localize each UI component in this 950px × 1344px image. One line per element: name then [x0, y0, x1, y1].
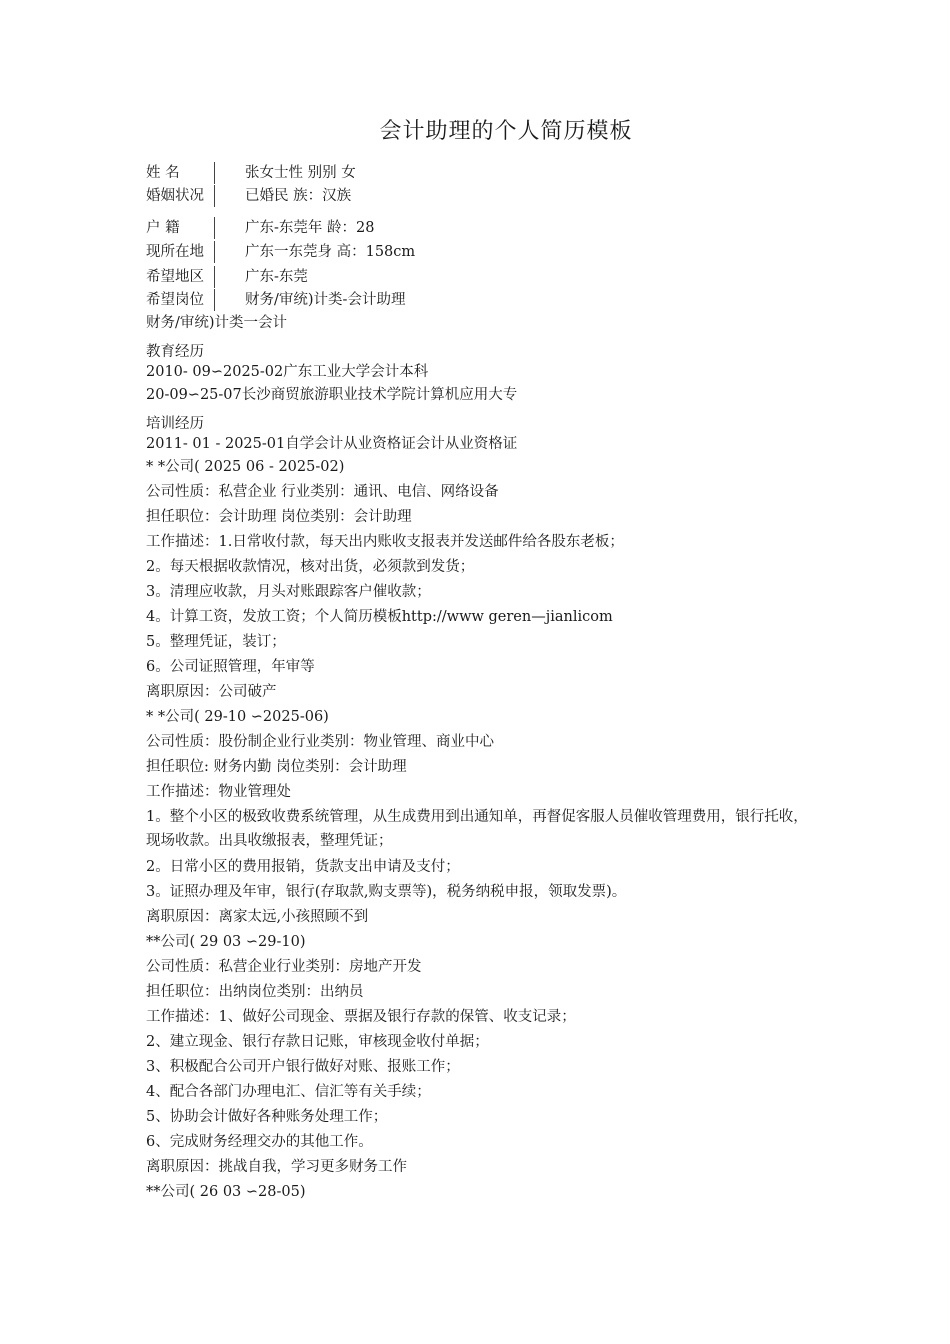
- info-label: 婚姻状况: [146, 188, 204, 204]
- info-row-marital: [146, 185, 351, 207]
- leave-reason: 离职原因：离家太远,小孩照顾不到: [146, 909, 369, 925]
- info-row-hukou: [146, 217, 374, 239]
- duty-item: 2、建立现金、银行存款日记账，审核现金收付单据；: [146, 1034, 489, 1050]
- duty-item: 3、积极配合公司开户银行做好对账、报账工作；: [146, 1059, 460, 1075]
- education-item: 20-09∽25-07长沙商贸旅游职业技术学院计算机应用大专: [146, 387, 518, 403]
- info-divider: [214, 289, 215, 311]
- company-heading: * *公司( 29-10 ∽2025-06): [146, 709, 329, 725]
- duty-item: 6、完成财务经理交办的其他工作。: [146, 1134, 373, 1150]
- duty-item: 3。清理应收款，月头对账跟踪客户催收款；: [146, 584, 431, 600]
- duty-item: 4。计算工资，发放工资；个人简历模板http://www geren—jianlicom: [146, 609, 613, 625]
- company-detail: 担任职位：出纳岗位类别：出纳员: [146, 984, 364, 1000]
- page-title: 会计助理的个人简历模板: [379, 119, 633, 144]
- job-category-line: 财务/审统)计类一会计: [146, 315, 288, 331]
- info-row-location: [146, 241, 415, 263]
- training-item: 2011- 01 - 2025-01自学会计从业资格证会计从业资格证: [146, 436, 518, 452]
- info-value: 财务/审统)计类-会计助理: [245, 292, 406, 308]
- info-label: 姓 名: [146, 165, 180, 181]
- info-label: 现所在地: [146, 244, 204, 260]
- info-value: 广东-东莞: [245, 269, 308, 285]
- info-row-desired-position: [146, 289, 405, 311]
- info-label: 户 籍: [146, 220, 180, 236]
- info-value: 广东-东莞年 龄：28: [245, 220, 375, 236]
- info-divider: [214, 162, 215, 184]
- info-divider: [214, 241, 215, 263]
- info-label: 希望岗位: [146, 292, 204, 308]
- info-divider: [214, 185, 215, 207]
- company-detail: 担任职位: 财务内勤 岗位类别：会计助理: [146, 759, 407, 775]
- leave-reason: 离职原因：公司破产: [146, 684, 277, 700]
- section-heading-training: 培训经历: [146, 416, 204, 432]
- info-row-desired-region: [146, 266, 308, 288]
- company-detail: 公司性质：股份制企业行业类别：物业管理、商业中心: [146, 734, 494, 750]
- duty-item: 1。整个小区的极致收费系统管理，从生成费用到出通知单，再督促客服人员催收管理费用，银行托收，现场收款。出具收缴报表，整理凭证；: [146, 809, 808, 849]
- duty-item: 6。公司证照管理，年审等: [146, 659, 315, 675]
- duty-item: 2。每天根据收款情况，核对出货，必须款到发货；: [146, 559, 475, 575]
- company-heading: **公司( 26 03 ∽28-05): [146, 1184, 306, 1200]
- company-detail: 工作描述：物业管理处: [146, 784, 291, 800]
- info-value: 张女士性 别别 女: [245, 165, 356, 181]
- duty-item: 5。整理凭证，装订；: [146, 634, 286, 650]
- duty-item: 5、协助会计做好各种账务处理工作；: [146, 1109, 388, 1125]
- duty-item: 4、配合各部门办理电汇、信汇等有关手续；: [146, 1084, 431, 1100]
- info-row-name: [146, 162, 356, 184]
- company-detail: 工作描述：1.日常收付款，每天出内账收支报表并发送邮件给各股东老板；: [146, 534, 624, 550]
- info-divider: [214, 217, 215, 239]
- company-heading: * *公司( 2025 06 - 2025-02): [146, 459, 345, 475]
- company-heading: **公司( 29 03 ∽29-10): [146, 934, 306, 950]
- company-detail: 担任职位：会计助理 岗位类别：会计助理: [146, 509, 412, 525]
- company-detail: 公司性质：私营企业 行业类别：通讯、电信、网络设备: [146, 484, 499, 500]
- info-value: 广东一东莞身 高：158cm: [245, 244, 416, 260]
- info-label: 希望地区: [146, 269, 204, 285]
- company-detail: 工作描述：1、做好公司现金、票据及银行存款的保管、收支记录；: [146, 1009, 576, 1025]
- info-divider: [214, 266, 215, 288]
- duty-item: 3。证照办理及年审，银行(存取款,购支票等)，税务纳税申报，领取发票)。: [146, 884, 627, 900]
- education-item: 2010- 09∽2025-02广东工业大学会计本科: [146, 364, 429, 380]
- section-heading-education: 教育经历: [146, 344, 204, 360]
- duty-item: 2。日常小区的费用报销，货款支出申请及支付；: [146, 859, 460, 875]
- info-value: 已婚民 族：汉族: [245, 188, 352, 204]
- leave-reason: 离职原因：挑战自我，学习更多财务工作: [146, 1159, 407, 1175]
- company-detail: 公司性质：私营企业行业类别：房地产开发: [146, 959, 422, 975]
